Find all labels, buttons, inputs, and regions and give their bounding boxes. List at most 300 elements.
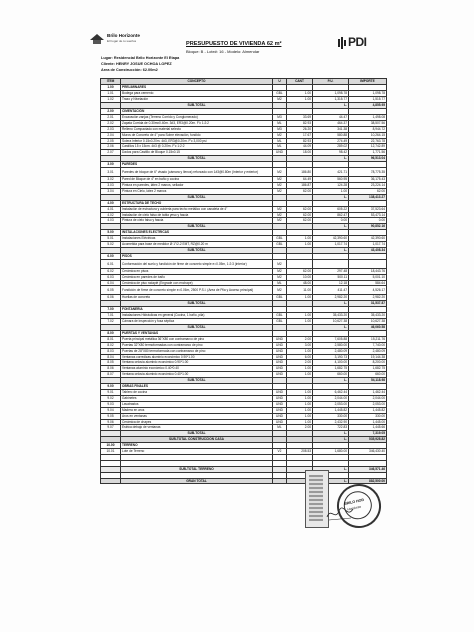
col-header-concept: CONCEPTO <box>121 79 273 85</box>
cell-concept: SUB-TOTAL CONSTRUCCION CASA <box>121 437 273 443</box>
cell-amount: 4,526.17 <box>349 286 387 295</box>
cell-amount: 138,413.27 <box>349 194 387 200</box>
cell-unit-price: L. <box>313 431 349 437</box>
cell-unit: M2 <box>273 218 287 224</box>
cell-unit-price: 660.00 <box>313 372 349 378</box>
cell-quantity: 62.00 <box>287 268 313 274</box>
cell-unit: M2 <box>273 274 287 280</box>
cell-unit: GBL <box>273 319 287 325</box>
cell-concept: Aros en ventanas <box>121 413 273 419</box>
cell-concept: Pintura en Cielo, látex 2 manos <box>121 188 273 194</box>
cell-unit-price: 3,190.73 <box>313 354 349 360</box>
cell-unit: M2 <box>273 212 287 218</box>
cell-unit: UND <box>273 419 287 425</box>
cell-concept: SUB-TOTAL <box>121 247 273 253</box>
cell-concept: Muros de Concreto de 4" para Sobre elevación, fundido <box>121 132 273 138</box>
cell-concept: Puertas 32"X80 termoformadas con contramarco de pino <box>121 342 273 348</box>
cell-amount: 882,500.00 <box>349 478 387 484</box>
cell-concept: PRELIMINARES <box>121 85 273 91</box>
cell-amount: 1,515.77 <box>349 97 387 103</box>
cell-unit: M2 <box>273 97 287 103</box>
cell-unit-price: L. <box>313 478 349 484</box>
cell-concept: Conformación del suelo y fundición de firme de concreto simple e=0.05m, 1:2:3 (interior) <box>121 259 273 268</box>
cell-quantity: 1.00 <box>287 419 313 425</box>
cell-item: 7.02 <box>101 319 121 325</box>
cell-unit-price: 7,605.88 <box>313 336 349 342</box>
cell-amount: 5,001.10 <box>349 274 387 280</box>
cell-item: 6.06 <box>101 295 121 301</box>
cell-item: 9.03 <box>101 401 121 407</box>
cell-concept: Dados para Castillo de Bloque 0.15x0.15 <box>121 150 273 156</box>
cell-item: 2.05 <box>101 138 121 144</box>
cell-amount: 23,224.14 <box>349 182 387 188</box>
cell-concept: PAREDES <box>121 162 273 168</box>
company-name: Brilo Horizonte <box>107 33 140 38</box>
cell-quantity: 1.00 <box>287 372 313 378</box>
cell-item: 1.00 <box>101 85 121 91</box>
cell-quantity: 1.00 <box>287 242 313 248</box>
cell-amount: 346,571.46 <box>349 466 387 472</box>
cell-unit-price: 2,053.00 <box>313 401 349 407</box>
cell-unit-price: 722.83 <box>313 425 349 431</box>
total-row <box>101 478 387 484</box>
cell-quantity: 2.00 <box>287 425 313 431</box>
col-header-quantity: CANT <box>287 79 313 85</box>
cell-unit: M2 <box>273 286 287 295</box>
cell-item: 9.06 <box>101 419 121 425</box>
cell-concept: Excavación zanjas (Terreno Corrido y Conglomerado) <box>121 114 273 120</box>
cell-unit: M2 <box>273 182 287 188</box>
cell-item: 7.01 <box>101 313 121 319</box>
cell-unit-price: 274.49 <box>313 138 349 144</box>
cell-unit-price: 12.18 <box>313 280 349 286</box>
cell-concept: Cerámica en paredes de baño <box>121 274 273 280</box>
cell-unit-price: 10,627.38 <box>313 319 349 325</box>
cell-amount: 1,445.82 <box>349 407 387 413</box>
cell-amount: 78,775.35 <box>349 168 387 177</box>
cell-amount: 535,928.82 <box>349 437 387 443</box>
cell-unit-price: L. <box>313 301 349 307</box>
cell-concept: Paredes de bloque de 6" visado (cámara y llenos) reforzado con 1#3@0.80m (Interior y exterior) <box>121 168 273 177</box>
cell-concept: INSTALACIONES ELECTRICAS <box>121 230 273 236</box>
cell-unit: UND <box>273 354 287 360</box>
cell-unit: UND <box>273 336 287 342</box>
cell-amount: 22,763.78 <box>349 138 387 144</box>
cell-unit-price: 330.00 <box>313 413 349 419</box>
cell-item: 8.00 <box>101 330 121 336</box>
cell-amount: 4,855.95 <box>349 103 387 109</box>
cell-quantity: 1.00 <box>287 91 313 97</box>
cell-unit-price: 2,982.20 <box>313 295 349 301</box>
cell-concept: Cámara de inspección y fosa séptica <box>121 319 273 325</box>
cell-amount: 7,319.05 <box>349 431 387 437</box>
cell-unit-price <box>313 259 349 268</box>
cell-concept: Instalaciones Hidráulicas en general (Cocina, 1 baño, pila) <box>121 313 273 319</box>
cell-unit: UND <box>273 348 287 354</box>
cell-unit: GBL <box>273 91 287 97</box>
cell-item: 9.07 <box>101 425 121 431</box>
company-seal <box>333 480 385 532</box>
col-header-amount: IMPORTE <box>349 79 387 85</box>
cell-item: 2.03 <box>101 126 121 132</box>
cell-quantity: 1.00 <box>287 395 313 401</box>
budget-table <box>100 78 387 484</box>
cell-amount: 10,627.38 <box>349 319 387 325</box>
cell-amount: 10,264.15 <box>349 132 387 138</box>
cell-item: 1.02 <box>101 97 121 103</box>
cell-amount: 42,390.60 <box>349 236 387 242</box>
cell-unit-price: 42,390.60 <box>313 236 349 242</box>
table-body <box>101 85 387 484</box>
cell-unit-price: 289.02 <box>313 144 349 150</box>
cell-quantity: 26.20 <box>287 126 313 132</box>
cell-unit: M2 <box>273 132 287 138</box>
cell-item: 6.00 <box>101 253 121 259</box>
cell-quantity: 1.00 <box>287 319 313 325</box>
cell-quantity: 11.00 <box>287 286 313 295</box>
cell-quantity: 2.00 <box>287 360 313 366</box>
cell-item: 7.00 <box>101 307 121 313</box>
cell-unit: V2 <box>273 449 287 455</box>
cell-concept: Instalaciones Eléctricas <box>121 236 273 242</box>
cell-item: 10.01 <box>101 449 121 455</box>
cell-amount: 19,144.38 <box>349 354 387 360</box>
cell-unit-price: 1,315.77 <box>313 97 349 103</box>
cell-quantity: 1.00 <box>287 236 313 242</box>
cell-unit: UND <box>273 360 287 366</box>
cell-unit-price: 1.00 <box>313 188 349 194</box>
cell-concept: GRAN TOTAL <box>121 478 273 484</box>
cell-concept: SUB-TOTAL <box>121 325 273 331</box>
cell-quantity: 82.93 <box>287 138 313 144</box>
cell-amount: 660.00 <box>349 372 387 378</box>
cell-amount: 1,445.00 <box>349 419 387 425</box>
cell-concept: SUB-TOTAL <box>121 103 273 109</box>
cell-quantity: 62.00 <box>287 212 313 218</box>
cell-item: 3.04 <box>101 188 121 194</box>
cell-unit <box>273 478 287 484</box>
cell-unit-price: L. <box>313 437 349 443</box>
cell-quantity: 6.00 <box>287 354 313 360</box>
seal-line-2: Honduras <box>347 504 362 512</box>
cell-quantity: 1.00 <box>287 413 313 419</box>
cell-unit: M2 <box>273 177 287 183</box>
cell-quantity: 1.00 <box>287 295 313 301</box>
cell-item: 2.02 <box>101 120 121 126</box>
cell-item: 4.00 <box>101 200 121 206</box>
cell-concept: SUB-TOTAL <box>121 301 273 307</box>
cell-unit-price: 35,433.20 <box>313 313 349 319</box>
cell-quantity: 18.00 <box>287 150 313 156</box>
table-row <box>101 168 387 177</box>
cell-item: 9.04 <box>101 407 121 413</box>
seal-line-1: BRILO HOR <box>343 497 365 506</box>
cell-quantity: 3.00 <box>287 342 313 348</box>
document-title: PRESUPUESTO DE VIVIENDA 62 m² <box>186 41 282 47</box>
col-header-item: ITEM <box>101 79 121 85</box>
cell-item: 3.02 <box>101 177 121 183</box>
cell-unit-price: 0.00 <box>313 218 349 224</box>
cell-concept: Instalación de estructura y cubierta para techo metálico con canaleta de 4" <box>121 206 273 212</box>
cell-unit: UND <box>273 395 287 401</box>
cell-unit: M2 <box>273 188 287 194</box>
cell-concept: SUB-TOTAL <box>121 224 273 230</box>
cell-amount: 36,175.43 <box>349 177 387 183</box>
cell-unit: M3 <box>273 114 287 120</box>
cell-item: 8.03 <box>101 348 121 354</box>
cell-concept: Pared de Bloque de 4" en baño y cocina <box>121 177 273 183</box>
company-tagline: El hogar de tu sueños <box>107 39 137 43</box>
cell-concept: Solera Inferior 0.15x0.20m. 4#3, ER3@0.20m. F'c 3,000 psi <box>121 138 273 144</box>
cell-unit-price: 2,044.00 <box>313 395 349 401</box>
cell-unit: UND <box>273 342 287 348</box>
cell-unit-price: 862.47 <box>313 212 349 218</box>
cell-unit: GBL <box>273 295 287 301</box>
cell-concept: TERRENO <box>121 443 273 449</box>
cell-unit-price: L. <box>313 224 349 230</box>
cell-unit-price: 2,432.90 <box>313 419 349 425</box>
cell-unit: GBL <box>273 242 287 248</box>
cell-quantity: 17.67 <box>287 132 313 138</box>
cell-concept: Castillos 15 x 15cm. 4#3 @ 0.20m. F'c 1:2:2 <box>121 144 273 150</box>
cell-unit-price: 1,098.78 <box>313 91 349 97</box>
cell-amount: 62.00 <box>349 188 387 194</box>
cell-concept: SUB-TOTAL <box>121 194 273 200</box>
cell-unit: M2 <box>273 259 287 268</box>
cell-quantity: 186.87 <box>287 182 313 188</box>
cell-amount: 2,044.00 <box>349 395 387 401</box>
cell-amount: 53,473.14 <box>349 212 387 218</box>
cell-concept: Bodega para cemento <box>121 91 273 97</box>
cell-amount: 18,443.76 <box>349 268 387 274</box>
document-subtitle: Bloque: B - Lote#: 16 - Modelo: Almendar <box>186 49 260 54</box>
cell-item: 5.00 <box>101 230 121 236</box>
cell-unit: ML <box>273 425 287 431</box>
cell-item: 8.06 <box>101 366 121 372</box>
cell-concept: ESTRUCTURA DE TECHO <box>121 200 273 206</box>
cell-quantity: 62.00 <box>287 218 313 224</box>
cell-concept: Estrica debajo de ventanas <box>121 425 273 431</box>
cell-unit-price: L. <box>313 466 349 472</box>
cell-amount: 1,771.56 <box>349 150 387 156</box>
cell-unit-price: 297.48 <box>313 268 349 274</box>
cell-unit-price: 2,480.09 <box>313 348 349 354</box>
cell-quantity: 186.80 <box>287 168 313 177</box>
cell-unit-price: 1,445.82 <box>313 407 349 413</box>
cell-quantity: 1.00 <box>287 407 313 413</box>
cell-concept: Lavatrastos <box>121 401 273 407</box>
bars-icon <box>338 37 348 49</box>
cell-item: 2.07 <box>101 150 121 156</box>
cell-item: 3.00 <box>101 162 121 168</box>
cell-unit-price: 411.47 <box>313 286 349 295</box>
cell-unit: ML <box>273 280 287 286</box>
cell-item: 9.05 <box>101 413 121 419</box>
cell-unit: M2 <box>273 206 287 212</box>
cell-unit-price: 560.95 <box>313 177 349 183</box>
cell-item: 8.02 <box>101 342 121 348</box>
cell-amount: 2,480.09 <box>349 348 387 354</box>
cell-item: 9.00 <box>101 384 121 390</box>
cell-concept: Cerámica de chapes <box>121 419 273 425</box>
cell-amount: 1,498.08 <box>349 114 387 120</box>
cell-amount: 37,523.64 <box>349 206 387 212</box>
cell-concept: CIMENTACIÓN <box>121 109 273 115</box>
cell-quantity: 208.53 <box>287 449 313 455</box>
cell-item: 1.01 <box>101 91 121 97</box>
cell-amount <box>349 259 387 268</box>
cell-item: 2.00 <box>101 109 121 115</box>
cell-amount: 2,982.20 <box>349 295 387 301</box>
cell-unit: UND <box>273 401 287 407</box>
cell-concept: Puertas de 28"X80 termoformada con contramarco de pino <box>121 348 273 354</box>
cell-amount: 43,408.34 <box>349 247 387 253</box>
cell-item: 9.01 <box>101 389 121 395</box>
cell-concept: Zapata Corrida de 0.30mx0.40m. 3#3, ER3@0.20m. F'c 1:2:2 <box>121 120 273 126</box>
cell-quantity: 33.69 <box>287 114 313 120</box>
cell-unit-price: L. <box>313 156 349 162</box>
cell-item: 3.01 <box>101 168 121 177</box>
cell-amount: 0.00 <box>349 218 387 224</box>
cell-item: 8.01 <box>101 336 121 342</box>
cell-item <box>101 478 121 484</box>
cell-quantity: 1.00 <box>287 401 313 407</box>
cell-concept: Puerta principal metálica 36"X80 con contramarco de pino <box>121 336 273 342</box>
cell-unit: GBL <box>273 236 287 242</box>
cell-amount: 1,462.44 <box>349 389 387 395</box>
cell-amount: 584.64 <box>349 280 387 286</box>
cell-item: 6.01 <box>101 259 121 268</box>
cell-unit: UND <box>273 413 287 419</box>
cell-concept: Acometida para base de medidor Ø 1"/2-2 EMT, RZ@0.20 m <box>121 242 273 248</box>
cell-unit-price: 124.28 <box>313 182 349 188</box>
cell-quantity: 1.00 <box>287 348 313 354</box>
cell-unit-price: 98.42 <box>313 150 349 156</box>
cell-amount: 8,200.00 <box>349 360 387 366</box>
cell-unit-price: 1,017.74 <box>313 242 349 248</box>
cell-item: 5.01 <box>101 236 121 242</box>
cell-concept: Fundición de firme de concreto simple e=0.06m, 2500 P.S.I. (Area de Pila y Acceso principal) <box>121 286 273 295</box>
cell-amount: 31,537.87 <box>349 301 387 307</box>
cell-unit-price: L. <box>313 378 349 384</box>
cell-unit: ML <box>273 138 287 144</box>
cell-amount: 46,060.58 <box>349 325 387 331</box>
cell-amount: 96,513.04 <box>349 156 387 162</box>
cell-item: 4.02 <box>101 212 121 218</box>
cell-unit-price: 605.22 <box>313 206 349 212</box>
house-icon <box>90 34 104 44</box>
partner-logo-text: PDI <box>348 35 367 49</box>
cell-quantity: 1.00 <box>287 313 313 319</box>
cell-unit: UND <box>273 407 287 413</box>
cell-unit: UND <box>273 389 287 395</box>
cell-amount: 35,433.20 <box>349 313 387 319</box>
location-line: Lugar: Residencial Brilo Horizonte El Etapa <box>101 56 180 60</box>
cell-amount: 2,053.00 <box>349 401 387 407</box>
cell-concept: Huellas de concreto <box>121 295 273 301</box>
cell-concept: Ventanas aluminio económico 0.40*0.40 <box>121 366 273 372</box>
cell-quantity: 10.00 <box>287 274 313 280</box>
cell-unit-price: 580.88 <box>313 132 349 138</box>
cell-amount: 1,682.75 <box>349 366 387 372</box>
cell-concept: Madera en aros <box>121 407 273 413</box>
cell-quantity: 62.00 <box>287 188 313 194</box>
cell-amount: 54,118.98 <box>349 378 387 384</box>
cell-concept: SUB-TOTAL <box>121 378 273 384</box>
cell-item: 6.03 <box>101 274 121 280</box>
cell-unit: ML <box>273 120 287 126</box>
cell-concept: Pintura en paredes, látex 2 manos, sellador <box>121 182 273 188</box>
cell-item: 2.01 <box>101 114 121 120</box>
cell-unit-price: 341.38 <box>313 126 349 132</box>
cell-concept: Relleno Compactado con material selecto <box>121 126 273 132</box>
cell-quantity: 1.00 <box>287 97 313 103</box>
cell-unit: GBL <box>273 313 287 319</box>
cell-amount: 346,430.40 <box>349 449 387 455</box>
cell-concept: OBRAS FINALES <box>121 384 273 390</box>
cell-amount: 12,742.89 <box>349 144 387 150</box>
cell-unit-price: 1,682.75 <box>313 366 349 372</box>
table-row <box>101 286 387 295</box>
cell-item: 8.04 <box>101 354 121 360</box>
col-header-unit-price: P.U. <box>313 79 349 85</box>
cell-item: 2.04 <box>101 132 121 138</box>
cell-unit-price: L. <box>313 194 349 200</box>
cell-item: 6.05 <box>101 286 121 295</box>
cell-quantity: 62.00 <box>287 206 313 212</box>
cell-concept: Ventanas corredizas aluminio económico 0.90*1.00 <box>121 354 273 360</box>
cell-concept: SUB-TOTAL <box>121 431 273 437</box>
cell-unit: UND <box>273 150 287 156</box>
cell-concept: Ventana celosía aluminio económico 0.40*1.00 <box>121 372 273 378</box>
cell-amount: 38,507.56 <box>349 120 387 126</box>
cell-concept: Lote de Terreno <box>121 449 273 455</box>
cell-concept: Tablero de cocina <box>121 389 273 395</box>
cell-item: 2.06 <box>101 144 121 150</box>
cell-amount: 15,211.76 <box>349 336 387 342</box>
cell-concept: FONTANERIA <box>121 307 273 313</box>
cell-item: 10.00 <box>101 443 121 449</box>
cell-item: 6.02 <box>101 268 121 274</box>
cell-quantity: 64.49 <box>287 177 313 183</box>
area-line: Area de Construcción: 62.00m2 <box>101 68 158 72</box>
cell-unit: ML <box>273 144 287 150</box>
cell-unit-price: 6,462.44 <box>313 389 349 395</box>
cell-amount: 90,852.16 <box>349 224 387 230</box>
client-line: Cliente: HENRY JOSUE OCHOA LOPEZ <box>101 62 172 66</box>
cell-amount: 330.00 <box>349 413 387 419</box>
company-logo <box>90 32 150 48</box>
cell-unit-price: L. <box>313 325 349 331</box>
cell-unit-price: 2,580.00 <box>313 342 349 348</box>
cell-item: 9.02 <box>101 395 121 401</box>
cell-quantity: 1.00 <box>287 389 313 395</box>
cell-unit: M2 <box>273 168 287 177</box>
cell-concept: PISOS <box>121 253 273 259</box>
cell-unit-price: L. <box>313 103 349 109</box>
cell-concept: PUERTAS Y VENTANAS <box>121 330 273 336</box>
cell-unit-price: L. <box>313 247 349 253</box>
cell-unit-price: 464.37 <box>313 120 349 126</box>
cell-amount: 1,098.78 <box>349 91 387 97</box>
cell-item: 4.01 <box>101 206 121 212</box>
cell-concept: Gabinetes <box>121 395 273 401</box>
cell-item: 5.02 <box>101 242 121 248</box>
cell-unit: UND <box>273 366 287 372</box>
cell-quantity: 2.00 <box>287 336 313 342</box>
cell-unit: UND <box>273 372 287 378</box>
cell-quantity: 1.00 <box>287 366 313 372</box>
